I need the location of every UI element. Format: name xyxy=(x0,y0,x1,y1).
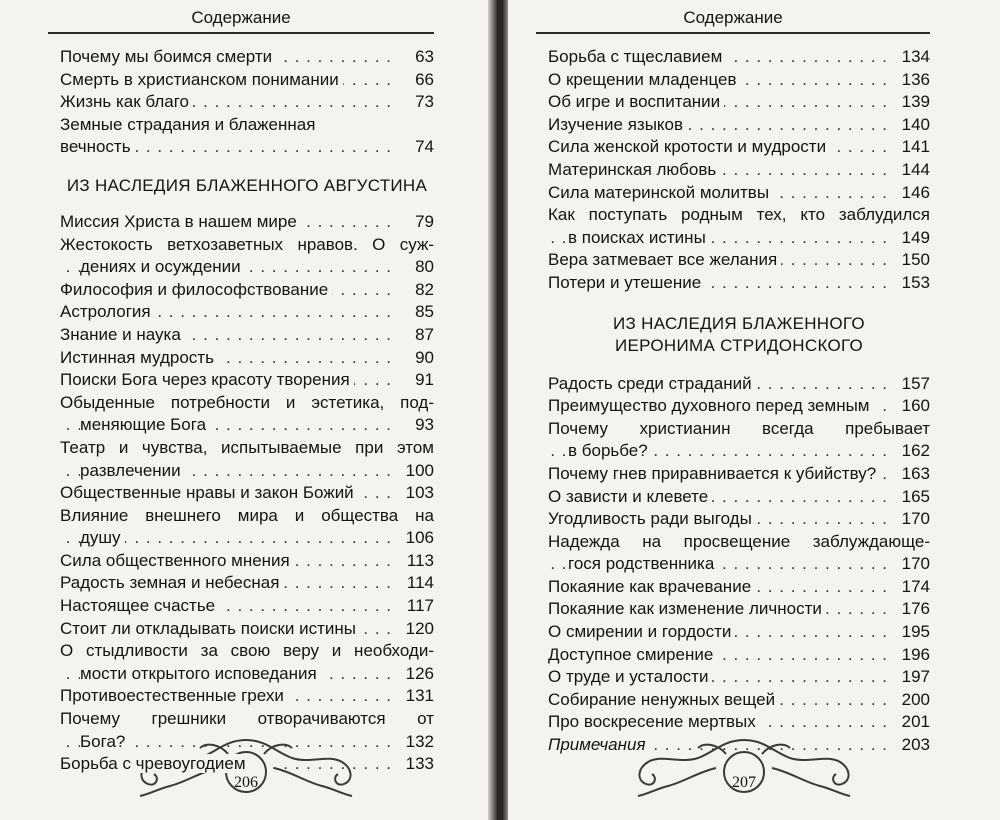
toc-entry-text: развлечении xyxy=(80,461,185,480)
toc-entry-line: Почему христианин всегда пребывает xyxy=(548,418,930,438)
section-title xyxy=(548,313,930,357)
toc-entry-text: Об игре и воспитании xyxy=(548,92,724,111)
toc-entry xyxy=(60,482,434,505)
toc-entry-page: 200 xyxy=(901,689,930,709)
toc-entry-text: душу xyxy=(80,528,125,547)
toc-entry-text: Жизнь как благо xyxy=(60,92,193,111)
toc-entry-text: Потери и утешение xyxy=(548,273,705,292)
toc-entry xyxy=(60,753,434,776)
toc-entry-page: 132 xyxy=(405,731,434,751)
toc-entry-text: Материнская любовь xyxy=(548,160,720,179)
toc-entry-text: О крещении младенцев xyxy=(548,70,741,89)
toc-entry xyxy=(60,301,434,324)
toc-entry-page: 113 xyxy=(406,550,434,570)
right-page xyxy=(508,0,1000,820)
toc-entry-title xyxy=(60,114,392,159)
toc-entry-page: 131 xyxy=(405,686,434,706)
toc-entry xyxy=(548,486,930,509)
toc-entry-page: 100 xyxy=(405,460,434,480)
toc-entry xyxy=(60,618,434,641)
toc-entry-title xyxy=(548,182,888,205)
toc-entry xyxy=(60,324,434,347)
toc-entry-page: 85 xyxy=(415,302,434,322)
toc-entry-line: Влияние внешнего мира и общества на xyxy=(60,505,434,525)
toc-entry xyxy=(548,463,930,486)
toc-entry-page: 149 xyxy=(901,227,930,247)
toc-entry-text: Покаяние как врачевание xyxy=(548,577,755,596)
toc-entry xyxy=(548,395,930,418)
toc-entry-text: Борьба с чревоугодием xyxy=(60,754,250,773)
toc-entry-page: 203 xyxy=(901,735,930,755)
toc-entry-title xyxy=(548,114,888,137)
toc-entry-page: 126 xyxy=(405,663,434,683)
toc-entry-page: 197 xyxy=(901,667,930,687)
toc-entry-page: 79 xyxy=(415,211,434,231)
toc-entry-page: 80 xyxy=(415,257,434,277)
toc-entry-line: Театр и чувства, испытываемые при этом xyxy=(60,437,434,457)
toc-entry-text: Вера затмевает все желания xyxy=(548,250,781,269)
toc-entry-title xyxy=(548,69,888,92)
toc-entry-text: Общественные нравы и закон Божий xyxy=(60,483,358,502)
toc-entry-text: Знание и наука xyxy=(60,325,185,344)
toc-entry-title xyxy=(60,482,392,505)
toc-entry-title xyxy=(548,689,888,712)
toc-entry-title xyxy=(548,598,888,621)
toc-entry-line: Жестокость ветхозаветных нравов. О суж- xyxy=(60,234,434,254)
toc-entry-line: Почему грешники отворачиваются от xyxy=(60,709,434,729)
toc-entry xyxy=(60,279,434,302)
toc-entry-text: Бога? xyxy=(80,732,129,751)
toc-entry xyxy=(60,595,434,618)
toc-entry xyxy=(60,572,434,595)
toc-entry-page: 63 xyxy=(415,47,434,66)
toc-entry-title xyxy=(60,347,392,370)
header-rule xyxy=(48,32,434,34)
toc-entry-text: Земные страдания и блаженная вечность xyxy=(60,114,316,157)
toc-entry-title xyxy=(548,644,888,667)
toc-entry xyxy=(548,711,930,734)
toc-entry-page: 176 xyxy=(901,599,930,619)
toc-entry-page: 150 xyxy=(901,250,930,270)
toc-entry-text: Поиски Бога через красоту творения xyxy=(60,370,354,389)
toc-entry-title xyxy=(60,279,392,302)
toc-entry-page: 201 xyxy=(901,712,930,732)
toc-entry-line: Надежда на просвещение заблуждающе- xyxy=(548,531,930,551)
toc-entry xyxy=(60,211,434,234)
toc-entry xyxy=(548,598,930,621)
toc-entry-page: 74 xyxy=(415,137,434,157)
toc-entry-title xyxy=(548,621,888,644)
toc-entry-title xyxy=(60,256,392,279)
toc-entry-text: Сила материнской молитвы xyxy=(548,183,773,202)
toc-entry xyxy=(548,689,930,712)
toc-entry xyxy=(60,347,434,370)
toc-entry xyxy=(548,69,930,92)
toc-entry xyxy=(60,256,434,279)
toc-entry-title xyxy=(548,272,888,295)
toc-entry-page: 114 xyxy=(406,573,434,593)
toc-entry-page: 117 xyxy=(406,596,434,616)
toc-entry xyxy=(548,159,930,182)
toc-entry-page: 160 xyxy=(901,396,930,416)
toc-entry-text: Про воскресение мертвых xyxy=(548,712,760,731)
toc-entry xyxy=(548,91,930,114)
page-header: Содержание xyxy=(191,8,291,27)
toc-entry-page: 165 xyxy=(901,486,930,506)
toc-entry-title xyxy=(548,508,888,531)
toc-entry-text: О зависти и клевете xyxy=(548,487,712,506)
toc-entry-title xyxy=(60,46,392,69)
toc-entry-text: Почему гнев приравнивается к убийству? xyxy=(548,464,880,483)
toc-entry xyxy=(548,508,930,531)
toc-entry xyxy=(548,249,930,272)
toc-entry xyxy=(60,663,434,686)
toc-entry-page: 136 xyxy=(901,69,930,89)
toc-entry-line: Обыденные потребности и эстетика, под- xyxy=(60,392,434,412)
toc-entry-title xyxy=(548,711,888,734)
toc-entry-page: 195 xyxy=(901,622,930,642)
toc-entry-text: Доступное смирение xyxy=(548,645,717,664)
page-header: Содержание xyxy=(683,8,783,27)
toc-entry-page: 141 xyxy=(901,137,930,157)
page-number: 206 xyxy=(234,774,258,791)
toc-entry xyxy=(60,550,434,573)
toc-entry-page: 66 xyxy=(415,69,434,89)
toc-entry-text: Истинная мудрость xyxy=(60,348,218,367)
toc-entry-title xyxy=(548,159,888,182)
toc-entry-page: 93 xyxy=(415,415,434,435)
toc-entry-text: Угодливость ради выгоды xyxy=(548,509,756,528)
toc-entry-title xyxy=(548,463,888,486)
toc-entry-title xyxy=(548,373,888,396)
toc-entry-text: Покаяние как изменение личности xyxy=(548,599,826,618)
toc-entry-page: 103 xyxy=(405,483,434,503)
toc-entry xyxy=(548,440,930,463)
toc-entry xyxy=(548,227,930,250)
toc-entry-page: 170 xyxy=(901,554,930,574)
toc-entry-page: 82 xyxy=(415,279,434,299)
toc-entry-title xyxy=(60,663,392,686)
toc-entry xyxy=(60,69,434,92)
toc-entry-title xyxy=(548,249,888,272)
toc-entry xyxy=(60,91,434,114)
toc-entry-title xyxy=(548,666,888,689)
toc-entry xyxy=(548,644,930,667)
toc-entry-text: Сила общественного мнения xyxy=(60,551,294,570)
toc-entry-text: Радость земная и небесная xyxy=(60,573,283,592)
toc-entry-text: Противоестественные грехи xyxy=(60,686,288,705)
toc-entry xyxy=(60,460,434,483)
toc-entry-text: дениях и осуждении xyxy=(80,257,245,276)
toc-entry-page: 134 xyxy=(901,47,930,66)
toc-entry-title xyxy=(548,440,888,463)
toc-entry-title xyxy=(548,576,888,599)
toc-entry-text: Миссия Христа в нашем мире xyxy=(60,212,301,231)
toc-entry xyxy=(60,114,434,159)
header-rule xyxy=(536,32,930,34)
toc-entry xyxy=(60,369,434,392)
toc-entry xyxy=(548,576,930,599)
toc-entry-title xyxy=(60,595,392,618)
toc-entry-text: Примечания xyxy=(548,735,650,754)
toc-entry-text: гося родственника xyxy=(568,554,718,573)
toc-entry-page: 144 xyxy=(901,159,930,179)
section-title: ИЗ НАСЛЕДИЯ БЛАЖЕННОГО АВГУСТИНА xyxy=(66,175,428,195)
toc-entry xyxy=(60,527,434,550)
toc-entry-title xyxy=(548,395,888,418)
toc-entry-page: 106 xyxy=(405,528,434,548)
toc-entry-title xyxy=(60,301,392,324)
toc-entry-line: Как поступать родным тех, кто заблудился xyxy=(548,205,930,225)
page-number: 207 xyxy=(732,774,756,791)
toc-entry-page: 162 xyxy=(901,441,930,461)
toc-entry-title xyxy=(60,618,392,641)
toc-entry-text: Настоящее счастье xyxy=(60,596,219,615)
toc-entry-title xyxy=(60,324,392,347)
toc-entry-title xyxy=(60,369,392,392)
toc-entry-title xyxy=(60,527,392,550)
section-title-line: ИЕРОНИМА СТРИДОНСКОГО xyxy=(614,335,864,355)
toc-entry-text: Стоит ли откладывать поиски истины xyxy=(60,619,360,638)
toc-entry-page: 90 xyxy=(415,347,434,367)
toc-entry-title xyxy=(548,486,888,509)
toc-entry-page: 91 xyxy=(415,370,434,390)
toc-entry-page: 163 xyxy=(901,463,930,483)
toc-entry xyxy=(548,136,930,159)
toc-entry-text: Смерть в христианском понимании xyxy=(60,70,343,89)
toc-entry-page: 170 xyxy=(901,509,930,529)
toc-entry xyxy=(548,373,930,396)
toc-entry xyxy=(60,46,434,69)
toc-entry-text: Астрология xyxy=(60,302,155,321)
toc-entry-page: 140 xyxy=(901,114,930,134)
toc-entry xyxy=(60,414,434,437)
toc-list xyxy=(60,46,434,776)
toc-entry-title xyxy=(60,550,392,573)
toc-entry-title xyxy=(60,69,392,92)
toc-entry xyxy=(548,621,930,644)
toc-entry-title xyxy=(548,227,888,250)
toc-entry xyxy=(60,685,434,708)
toc-entry-page: 73 xyxy=(415,92,434,112)
toc-entry-title xyxy=(548,46,888,69)
toc-entry-page: 146 xyxy=(901,182,930,202)
toc-entry xyxy=(548,114,930,137)
toc-entry-page: 87 xyxy=(415,324,434,344)
toc-entry-page: 196 xyxy=(901,644,930,664)
toc-entry-text: Почему мы боимся смерти xyxy=(60,47,276,66)
toc-entry-text: в поисках истины xyxy=(568,228,710,247)
toc-entry xyxy=(548,46,930,69)
toc-entry-title xyxy=(548,553,888,576)
toc-entry-title xyxy=(60,685,392,708)
toc-entry-page: 133 xyxy=(405,754,434,774)
toc-entry-title xyxy=(60,572,392,595)
toc-entry xyxy=(548,666,930,689)
toc-entry-page: 153 xyxy=(901,272,930,292)
toc-entry-page: 139 xyxy=(901,92,930,112)
toc-list xyxy=(548,46,930,757)
toc-entry-text: Радость среди страданий xyxy=(548,374,756,393)
toc-entry-text: О смирении и гордости xyxy=(548,622,735,641)
toc-entry-text: мости открытого исповедания xyxy=(80,664,321,683)
toc-entry-text: Сила женской кротости и мудрости xyxy=(548,137,830,156)
toc-entry-text: Философия и философствование xyxy=(60,280,332,299)
toc-entry-text: О труде и усталости xyxy=(548,667,712,686)
toc-entry-title xyxy=(548,136,888,159)
toc-entry-page: 157 xyxy=(901,373,930,393)
toc-entry-text: Борьба с тщеславием xyxy=(548,47,726,66)
toc-entry-title xyxy=(60,91,392,114)
toc-entry-text: Собирание ненужных вещей xyxy=(548,690,779,709)
toc-entry-title xyxy=(60,460,392,483)
toc-entry-text: Изучение языков xyxy=(548,115,687,134)
left-page xyxy=(0,0,492,820)
toc-entry-line: О стыдливости за свою веру и необходи- xyxy=(60,641,434,661)
toc-entry-page: 174 xyxy=(901,576,930,596)
toc-entry-title xyxy=(60,211,392,234)
toc-entry xyxy=(548,182,930,205)
toc-entry-title xyxy=(60,414,392,437)
toc-entry xyxy=(548,272,930,295)
toc-entry-text: меняющие Бога xyxy=(80,415,210,434)
toc-entry-text: в борьбе? xyxy=(568,441,652,460)
toc-entry xyxy=(548,553,930,576)
toc-entry-text: Преимущество духовного перед земным xyxy=(548,396,874,415)
toc-entry-title xyxy=(548,91,888,114)
toc-entry-page: 120 xyxy=(405,618,434,638)
section-title-line: ИЗ НАСЛЕДИЯ БЛАЖЕННОГО xyxy=(613,313,865,333)
